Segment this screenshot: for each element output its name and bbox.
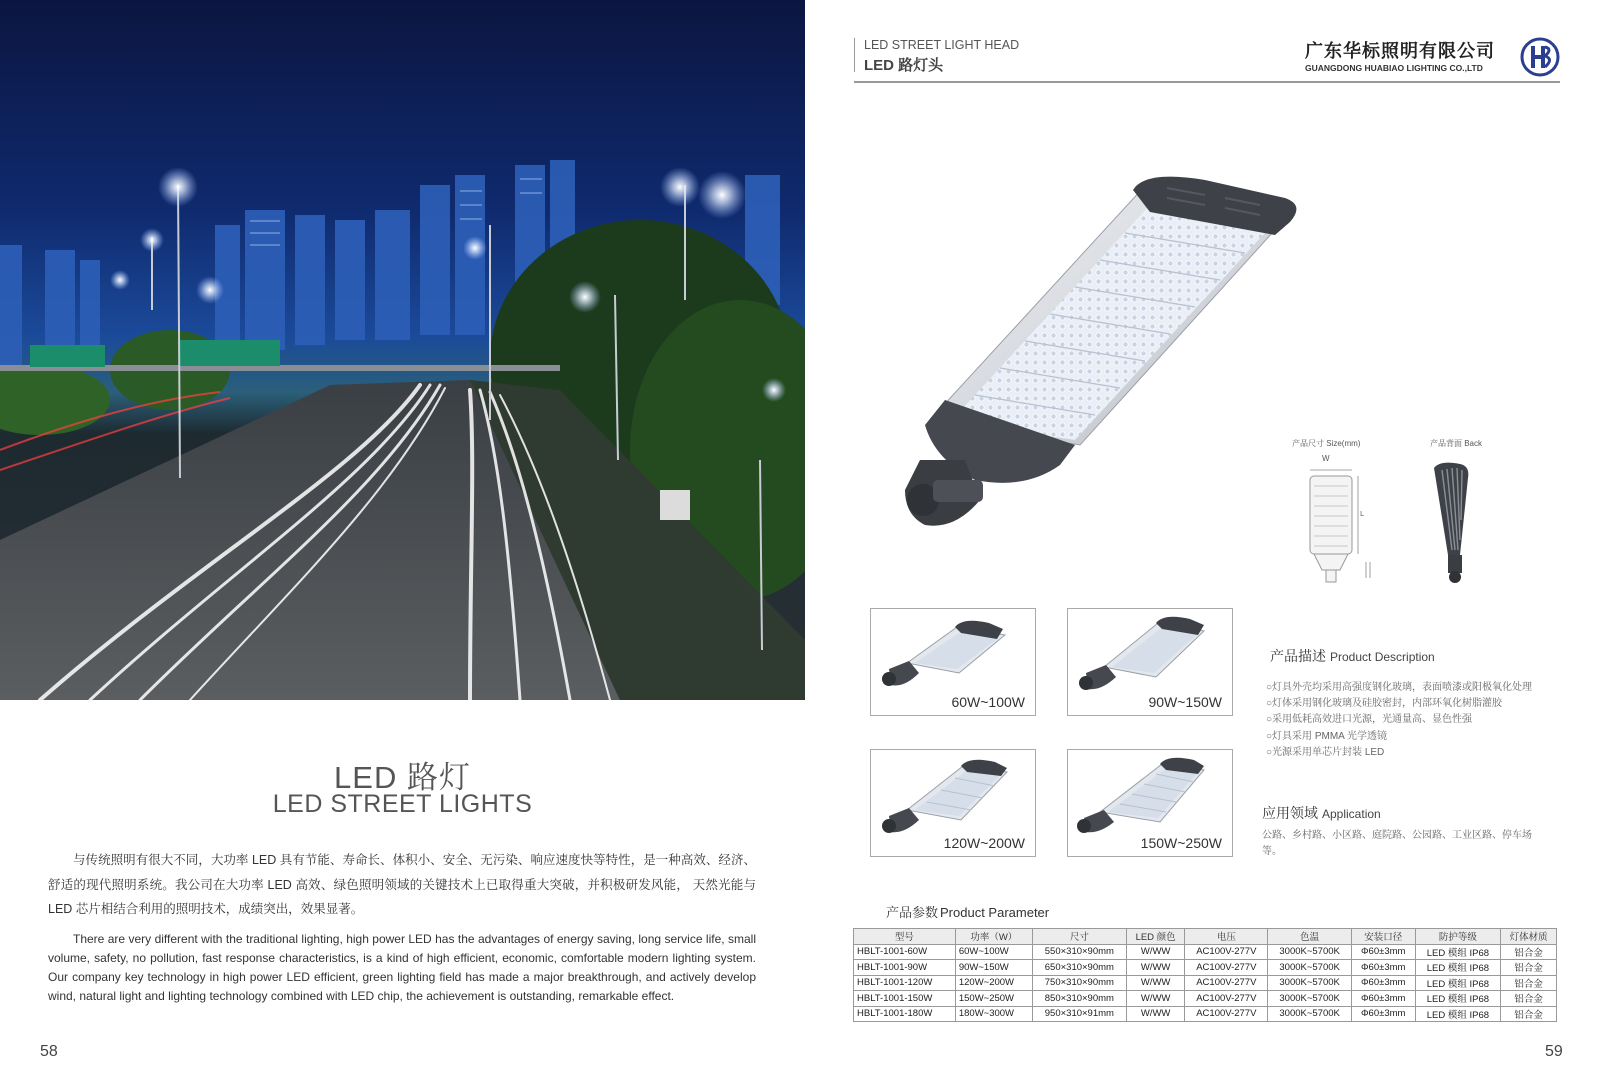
table-cell: AC100V-277V bbox=[1185, 1006, 1268, 1022]
size-caption: 产品尺寸 Size(mm) bbox=[1292, 439, 1361, 448]
table-row bbox=[854, 991, 1557, 1007]
application-heading bbox=[1262, 803, 1381, 823]
header-divider bbox=[854, 81, 1560, 83]
back-caption: 产品背面 Back bbox=[1430, 439, 1483, 448]
variant-label: 60W~100W bbox=[951, 694, 1025, 710]
variant-card-60-100w bbox=[870, 608, 1036, 716]
table-cell: 3000K~5700K bbox=[1268, 1006, 1351, 1022]
table-cell: 150W~250W bbox=[955, 991, 1032, 1007]
table-row bbox=[854, 1006, 1557, 1022]
table-cell: AC100V-277V bbox=[1185, 944, 1268, 960]
page-number-left: 58 bbox=[40, 1043, 58, 1060]
description-title-cn: 产品描述 bbox=[1270, 648, 1326, 664]
variant-card-150-250w bbox=[1067, 749, 1233, 857]
table-cell: 3000K~5700K bbox=[1268, 975, 1351, 991]
column-header: 灯体材质 bbox=[1501, 929, 1557, 945]
application-text: 公路、乡村路、小区路、庭院路、公园路、工业区路、停车场等。 bbox=[1262, 830, 1532, 857]
table-cell: 铝合金 bbox=[1501, 991, 1557, 1007]
column-header: LED 颜色 bbox=[1126, 929, 1184, 945]
company-logo bbox=[1520, 37, 1560, 77]
street-light-thumbnail bbox=[879, 754, 1009, 834]
variant-label: 120W~200W bbox=[943, 835, 1025, 851]
column-header: 安装口径 bbox=[1351, 929, 1415, 945]
column-header: 色温 bbox=[1268, 929, 1351, 945]
table-cell: Φ60±3mm bbox=[1351, 960, 1415, 976]
table-cell: LED 模组 IP68 bbox=[1415, 991, 1501, 1007]
table-cell: 90W~150W bbox=[955, 960, 1032, 976]
param-title-cn: 产品参数 bbox=[886, 905, 939, 920]
table-row bbox=[854, 960, 1557, 976]
table-cell: Φ60±3mm bbox=[1351, 1006, 1415, 1022]
intro-paragraph-cn: 与传统照明有很大不同，大功率 LED 具有节能、寿命长、体积小、安全、无污染、响应速度快等特性，是一种高效、经济、舒适的现代照明系统。我公司在大功率 LED 高效、绿色照明领域的关键技术上已取得重大突破，并积极研发风能， 天然光能与 LED 芯片相结合利用的照明技术，成绩突出，效果显著。 bbox=[48, 853, 756, 916]
highway-night-photo bbox=[0, 0, 805, 700]
size-width-label: W bbox=[1322, 454, 1330, 463]
table-header-row bbox=[854, 929, 1557, 945]
table-cell: 550×310×90mm bbox=[1032, 944, 1126, 960]
table-cell: Φ60±3mm bbox=[1351, 975, 1415, 991]
svg-text:L: L bbox=[1360, 510, 1364, 518]
table-cell: 120W~200W bbox=[955, 975, 1032, 991]
table-cell: LED 模组 IP68 bbox=[1415, 1006, 1501, 1022]
table-cell: 铝合金 bbox=[1501, 975, 1557, 991]
column-header: 防护等级 bbox=[1415, 929, 1501, 945]
column-header: 型号 bbox=[854, 929, 956, 945]
table-row bbox=[854, 975, 1557, 991]
description-item: ○灯体采用钢化玻璃及硅胶密封，内部环氧化树脂灌胶 bbox=[1266, 698, 1503, 710]
table-cell: 950×310×91mm bbox=[1032, 1006, 1126, 1022]
product-description-list bbox=[1266, 680, 1532, 761]
column-header: 功率（W） bbox=[955, 929, 1032, 945]
table-cell: Φ60±3mm bbox=[1351, 991, 1415, 1007]
section-title-cn: LED 路灯 bbox=[334, 760, 471, 795]
table-cell: HBLT-1001-60W bbox=[854, 944, 956, 960]
application-title-cn: 应用领域 bbox=[1262, 805, 1318, 821]
table-cell: HBLT-1001-180W bbox=[854, 1006, 956, 1022]
table-cell: W/WW bbox=[1126, 944, 1184, 960]
table-cell: 850×310×90mm bbox=[1032, 991, 1126, 1007]
header-title-cn: LED 路灯头 bbox=[864, 57, 944, 74]
table-cell: 3000K~5700K bbox=[1268, 960, 1351, 976]
column-header: 尺寸 bbox=[1032, 929, 1126, 945]
table-cell: HBLT-1001-150W bbox=[854, 991, 956, 1007]
column-header: 电压 bbox=[1185, 929, 1268, 945]
size-drawing bbox=[1300, 466, 1380, 586]
street-light-product-image bbox=[905, 160, 1345, 555]
table-cell: LED 模组 IP68 bbox=[1415, 944, 1501, 960]
description-item: ○采用低耗高效进口光源，光通量高、显色性强 bbox=[1266, 714, 1473, 726]
table-cell: LED 模组 IP68 bbox=[1415, 975, 1501, 991]
table-row bbox=[854, 944, 1557, 960]
street-light-thumbnail bbox=[879, 613, 1009, 693]
table-cell: LED 模组 IP68 bbox=[1415, 960, 1501, 976]
variant-card-120-200w bbox=[870, 749, 1036, 857]
product-parameter-heading bbox=[886, 902, 1049, 921]
variant-card-90-150w bbox=[1067, 608, 1233, 716]
table-cell: W/WW bbox=[1126, 1006, 1184, 1022]
table-cell: HBLT-1001-120W bbox=[854, 975, 956, 991]
table-cell: 60W~100W bbox=[955, 944, 1032, 960]
table-cell: 铝合金 bbox=[1501, 1006, 1557, 1022]
table-cell: 750×310×90mm bbox=[1032, 975, 1126, 991]
table-cell: 铝合金 bbox=[1501, 960, 1557, 976]
description-item: ○灯具外壳均采用高强度钢化玻璃，表面喷漆或阳极氧化处理 bbox=[1266, 682, 1533, 693]
table-cell: AC100V-277V bbox=[1185, 975, 1268, 991]
description-item: ○光源采用单芯片封装 LED bbox=[1266, 746, 1385, 758]
table-cell: 铝合金 bbox=[1501, 944, 1557, 960]
table-cell: 650×310×90mm bbox=[1032, 960, 1126, 976]
product-description-heading bbox=[1270, 646, 1435, 666]
variant-label: 90W~150W bbox=[1148, 694, 1222, 710]
table-cell: W/WW bbox=[1126, 991, 1184, 1007]
application-title-en: Application bbox=[1322, 807, 1381, 821]
table-cell: W/WW bbox=[1126, 960, 1184, 976]
street-light-thumbnail bbox=[1076, 754, 1206, 834]
intro-paragraph-en: There are very different with the traditional lighting, high power LED has the advantages of energy saving, long service life, small volume, safety, no pollution, fast response characteristics, is a kind of high efficient, economic, comfortable modern lighting system. Our company key technology in high power LED efficient, green lighting field has made a major breakthrough, and actively develop wind, natural light and lighting technology combined with LED chip, the achievement is outstanding, remarkable effect. bbox=[48, 932, 756, 1003]
table-cell: Φ60±3mm bbox=[1351, 944, 1415, 960]
table-cell: HBLT-1001-90W bbox=[854, 960, 956, 976]
header-title-en: LED STREET LIGHT HEAD bbox=[864, 38, 1020, 52]
section-title-en: LED STREET LIGHTS bbox=[272, 790, 533, 818]
product-parameter-table bbox=[853, 928, 1557, 1022]
company-name-cn: 广东华标照明有限公司 bbox=[1305, 41, 1495, 61]
table-cell: W/WW bbox=[1126, 975, 1184, 991]
description-item: ○灯具采用 PMMA 光学透镜 bbox=[1266, 730, 1388, 742]
table-cell: AC100V-277V bbox=[1185, 960, 1268, 976]
back-view-drawing bbox=[1430, 460, 1480, 585]
table-cell: 3000K~5700K bbox=[1268, 944, 1351, 960]
street-light-thumbnail bbox=[1076, 613, 1206, 693]
variant-label: 150W~250W bbox=[1140, 835, 1222, 851]
table-cell: 3000K~5700K bbox=[1268, 991, 1351, 1007]
company-name-en: GUANGDONG HUABIAO LIGHTING CO.,LTD bbox=[1305, 63, 1483, 73]
table-cell: 180W~300W bbox=[955, 1006, 1032, 1022]
table-cell: AC100V-277V bbox=[1185, 991, 1268, 1007]
description-title-en: Product Description bbox=[1330, 650, 1435, 664]
page-number-right: 59 bbox=[1545, 1043, 1563, 1060]
header-accent-bar bbox=[854, 38, 855, 72]
param-title-en: Product Parameter bbox=[940, 905, 1050, 920]
